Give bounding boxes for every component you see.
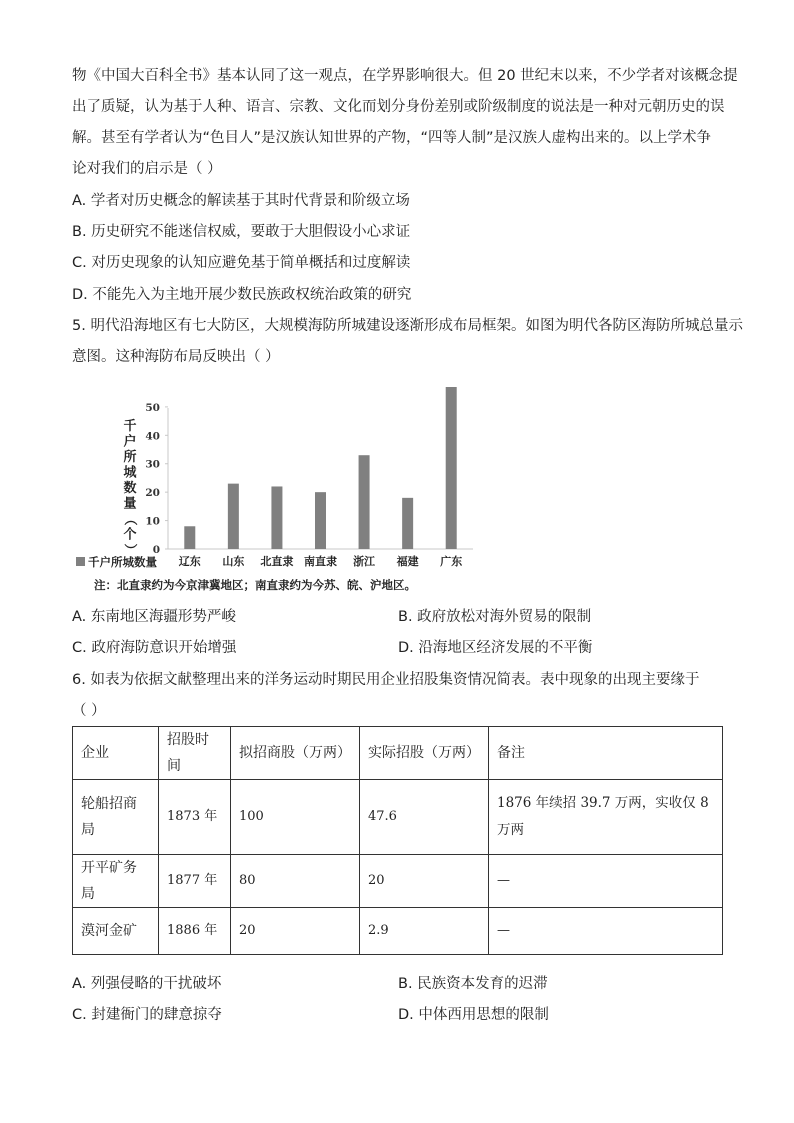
bar [271,486,282,549]
x-tick-label: 南直隶 [304,555,337,568]
q5-option-d: D. 沿海地区经济发展的不平衡 [398,640,593,656]
q6-option-d: D. 中体西用思想的限制 [398,1007,549,1023]
table-cell: 100 [231,780,360,855]
table-cell: — [489,908,723,955]
passage-line-4: 论对我们的启示是（ ） [72,161,222,177]
table-row [73,780,723,855]
y-tick-label: 20 [145,487,160,500]
y-tick-label: 40 [145,430,160,443]
q5-option-c: C. 政府海防意识开始增强 [72,640,237,656]
y-axis-label-char: 个 [123,527,137,543]
q4-option-c: C. 对历史现象的认知应避免基于简单概括和过度解读 [72,255,411,271]
table-cell: 2.9 [360,908,489,955]
table-cell: 20 [360,855,489,908]
table-cell: 1877 年 [159,855,231,908]
q5-stem-line-1: 5. 明代沿海地区有七大防区，大规模海防所城建设逐渐形成布局框架。如图为明代各防区海防所城总量示 [72,318,743,334]
table-cell: 轮船招商局 [73,780,159,855]
table-cell: — [489,855,723,908]
q6-stem-line-1: 6. 如表为依据文献整理出来的洋务运动时期民用企业招股集资情况简表。表中现象的出现主要缘于 [72,672,700,688]
bar [315,492,326,549]
y-axis-label-char: 量 [123,496,137,512]
table-row [73,908,723,955]
y-axis-label-char: 千 [123,419,137,434]
legend-swatch [76,557,85,566]
y-axis-label-char: ） [122,543,137,557]
y-axis-label-char: 所 [123,450,137,465]
bar [446,387,457,549]
table-header-cell: 企业 [73,727,159,780]
legend-label: 千户所城数量 [88,555,157,569]
q6-stem-line-2: （ ） [72,703,106,719]
table-header-cell: 实际招股（万两） [360,727,489,780]
q4-option-d: D. 不能先入为主地开展少数民族政权统治政策的研究 [72,287,412,303]
bar-chart [70,378,490,600]
enterprise-table [72,726,723,955]
table-cell: 80 [231,855,360,908]
table-cell: 20 [231,908,360,955]
table-cell: 开平矿务局 [73,855,159,908]
x-tick-label: 山东 [222,555,245,568]
table-row [73,855,723,908]
q5-stem-line-2: 意图。这种海防布局反映出（ ） [72,349,280,365]
q4-option-b: B. 历史研究不能迷信权威，要敢于大胆假设小心求证 [72,224,411,240]
table-header-cell: 拟招商股（万两） [231,727,360,780]
table-cell: 1886 年 [159,908,231,955]
chart-note: 注：北直隶约为今京津冀地区；南直隶约为今苏、皖、沪地区。 [94,578,416,592]
bar [359,455,370,549]
q4-option-a: A. 学者对历史概念的解读基于其时代背景和阶级立场 [72,193,410,209]
q6-option-a: A. 列强侵略的干扰破坏 [72,976,222,992]
y-tick-label: 10 [145,515,160,528]
x-tick-label: 广东 [440,555,463,568]
bar [402,498,413,549]
q5-option-b: B. 政府放松对海外贸易的限制 [398,609,592,625]
table-header-cell: 招股时间 [159,727,231,780]
y-tick-label: 30 [145,458,160,471]
table-header-row [73,727,723,780]
bar [228,484,239,549]
table-header-cell: 备注 [489,727,723,780]
x-tick-label: 福建 [396,555,419,568]
table-cell: 47.6 [360,780,489,855]
table-cell: 1873 年 [159,780,231,855]
y-axis-label-char: （ [122,512,137,526]
y-tick-label: 50 [145,401,160,414]
passage-line-1: 物《中国大百科全书》基本认同了这一观点，在学界影响很大。但 20 世纪末以来，不少学者对该概念提 [72,68,738,84]
q5-option-a: A. 东南地区海疆形势严峻 [72,609,236,625]
y-axis-label-char: 城 [123,465,137,481]
x-tick-label: 北直隶 [260,555,294,568]
passage-line-3: 解。甚至有学者认为“色目人”是汉族认知世界的产物，“四等人制”是汉族人虚构出来的。以上学术争 [72,130,712,146]
y-axis-label-char: 户 [123,434,137,450]
y-tick-label: 0 [152,544,160,556]
passage-line-2: 出了质疑，认为基于人种、语言、宗教、文化而划分身份差别或阶级制度的说法是一种对元朝历史的误 [72,99,725,115]
x-tick-label: 浙江 [353,555,376,568]
x-tick-label: 辽东 [178,555,201,568]
y-axis-label-char: 数 [123,481,137,496]
table-cell: 漠河金矿 [73,908,159,955]
bar [184,526,195,549]
q6-option-c: C. 封建衙门的肆意掠夺 [72,1007,222,1023]
q6-option-b: B. 民族资本发育的迟滞 [398,976,548,992]
table-cell: 1876 年续招 39.7 万两，实收仅 8 万两 [489,780,723,855]
